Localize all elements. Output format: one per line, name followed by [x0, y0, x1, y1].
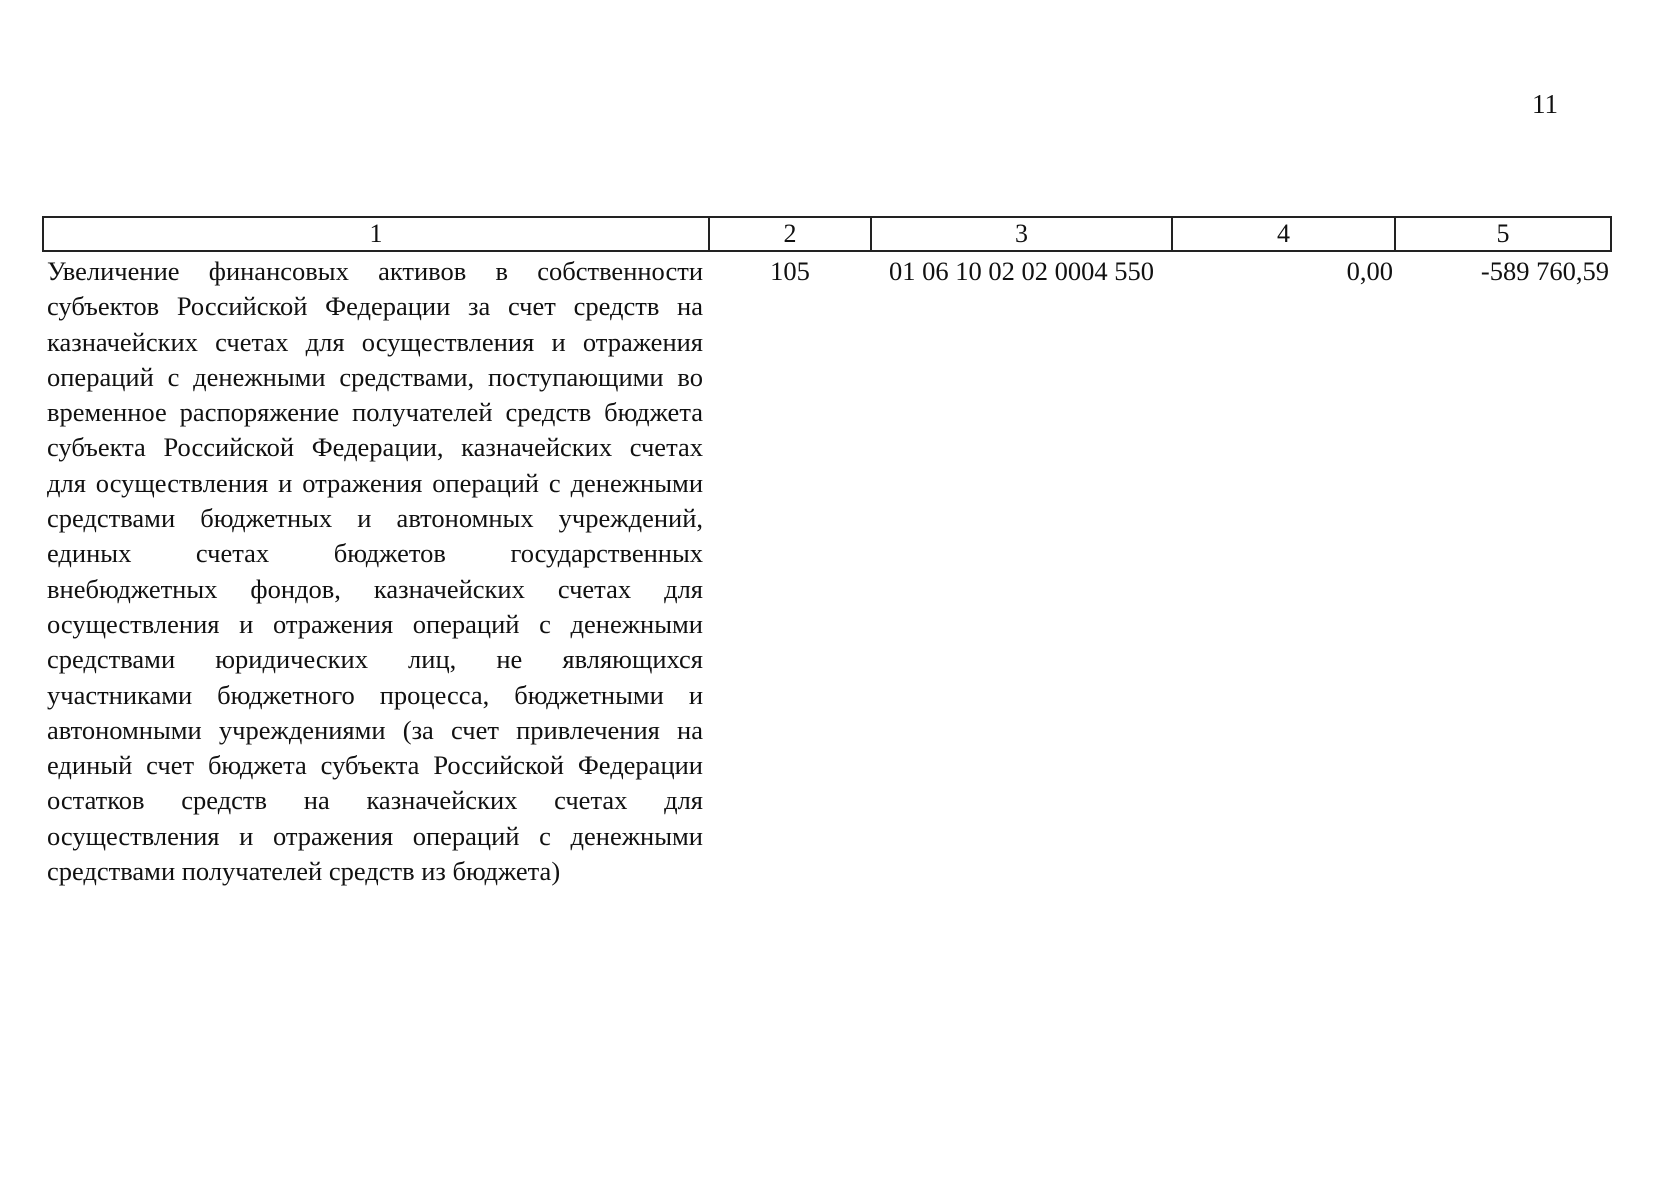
row-line-code-cell: 105 [770, 256, 810, 286]
header-col-4: 4 [1172, 217, 1395, 251]
header-col-3: 3 [871, 217, 1172, 251]
table-header [43, 217, 1611, 251]
row-name-cell: Увеличение финансовых активов в собственности субъектов Российской Федерации за счет средств на казначейских счетах для осуществления и отражения операций с денежными средствами, поступающими во временное распоряжение получателей средств бюджета субъекта Российской Федерации, казначейских счетах для осуществления и отражения операций с денежными средствами бюджетных и автономных учреждений, единых счетах бюджетов государственных внебюджетных фондов, казначейских счетах для осуществления и отражения операций с денежными средствами юридических лиц, не являющихся участниками бюджетного процесса, бюджетными и автономными учреждениями (за счет привлечения на единый счет бюджета субъекта Российской Федерации остатков средств на казначейских счетах для осуществления и отражения операций с денежными средствами получателей средств из бюджета) [47, 256, 703, 887]
header-col-5: 5 [1395, 217, 1611, 251]
report-table [42, 216, 1612, 889]
header-row [43, 217, 1611, 251]
header-col-2: 2 [709, 217, 871, 251]
page-number: 11 [1532, 89, 1558, 119]
table-row [43, 251, 1611, 889]
row-col5-value-cell: -589 760,59 [1480, 256, 1609, 286]
row-col4-value-cell: 0,00 [1346, 256, 1393, 286]
header-col-1: 1 [43, 217, 709, 251]
row-budget-code-cell: 01 06 10 02 02 0004 550 [889, 256, 1154, 286]
